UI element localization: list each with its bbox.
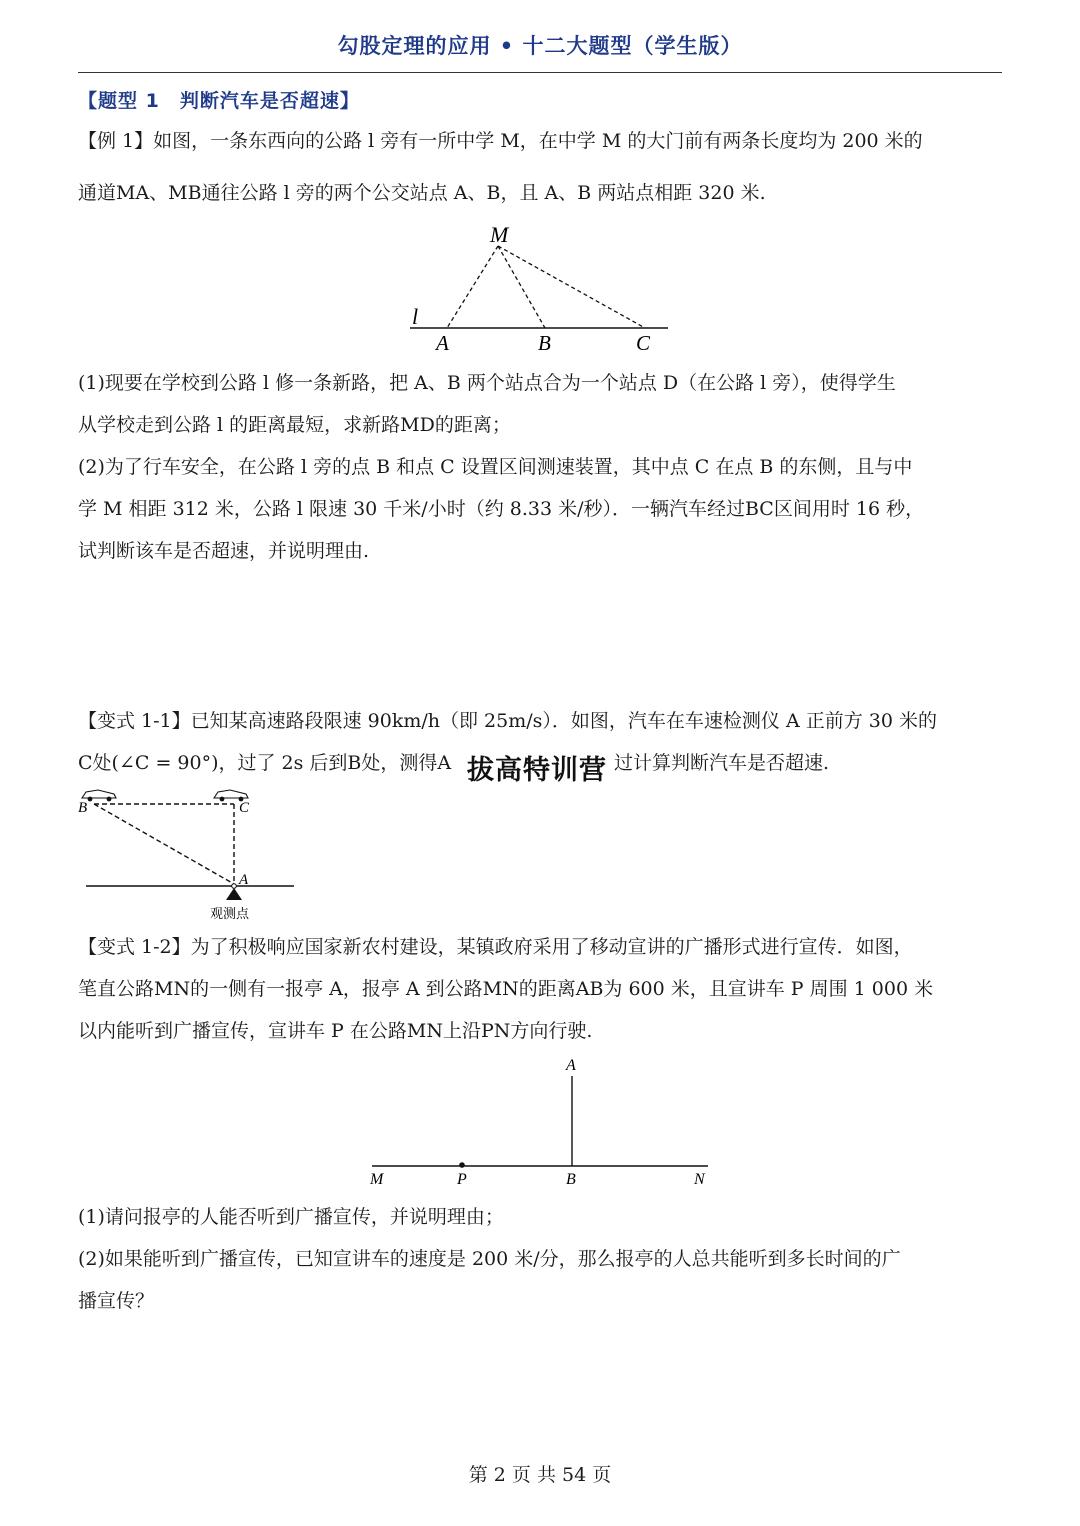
section-title: 【题型 1 判断汽车是否超速】: [78, 90, 360, 112]
variant1-1-line2b: 过计算判断汽车是否超速.: [614, 752, 830, 774]
example1-q2-line2: 学 M 相距 312 米，公路 l 限速 30 千米/小时（约 8.33 米/秒）．一辆汽车经过BC区间用时 16 秒，: [78, 498, 925, 520]
label-C: C: [239, 800, 250, 816]
label-P: P: [457, 1171, 467, 1188]
header-divider: [78, 72, 1002, 73]
variant1-2-line1: 【变式 1-2】为了积极响应国家新农村建设，某镇政府采用了移动宣讲的广播形式进行宣传．如图，: [78, 936, 913, 958]
point-P: [459, 1162, 465, 1168]
label-M: M: [370, 1171, 384, 1188]
label-N: N: [694, 1171, 705, 1188]
example1-line1: 【例 1】如图，一条东西向的公路 l 旁有一所中学 M，在中学 M 的大门前有两条长度均为 200 米的: [78, 130, 923, 152]
label-M: M: [490, 222, 509, 247]
variant1-2-line3: 以内能听到广播宣传，宣讲车 P 在公路MN上沿PN方向行驶.: [78, 1020, 593, 1042]
variant1-1-figure: [76, 784, 306, 926]
example1-q2-line1: (2)为了行车安全，在公路 l 旁的点 B 和点 C 设置区间测速装置，其中点 C 在点 B 的东侧，且与中: [78, 456, 913, 478]
variant1-2-line2: 笔直公路MN的一侧有一报亭 A，报亭 A 到公路MN的距离AB为 600 米，且宣讲车 P 周围 1 000 米: [78, 978, 934, 1000]
observation-point-icon: [226, 888, 242, 900]
example1-q1-line2: 从学校走到公路 l 的距离最短，求新路MD的距离；: [78, 414, 511, 436]
watermark-text: 拔高特训营: [467, 755, 607, 786]
segment-MA: [447, 246, 498, 328]
example1-q1-line1: (1)现要在学校到公路 l 修一条新路，把 A、B 两个站点合为一个站点 D（在公路 l 旁），使得学生: [78, 372, 896, 394]
example1-q2-line3: 试判断该车是否超速，并说明理由.: [78, 540, 370, 562]
label-A: A: [566, 1057, 576, 1074]
example1-figure: [400, 218, 680, 358]
segment-BA: [94, 804, 234, 884]
variant1-2-q2-line1: (2)如果能听到广播宣传，已知宣讲车的速度是 200 米/分，那么报亭的人总共能听到多长时间的广: [78, 1248, 901, 1270]
example1-line2: 通道MA、MB通往公路 l 旁的两个公交站点 A、B，且 A、B 两站点相距 320 米.: [78, 182, 766, 204]
label-A: A: [239, 872, 249, 888]
label-C: C: [636, 331, 651, 355]
observation-point-caption: 观测点: [210, 906, 250, 921]
variant1-1-line2a: C处(∠C = 90°)，过了 2s 后到B处，测得A: [78, 752, 452, 774]
page-title: 勾股定理的应用 • 十二大题型（学生版）: [337, 34, 743, 58]
label-A: A: [436, 331, 449, 355]
page-number: 第 2 页 共 54 页: [468, 1464, 612, 1486]
label-l: l: [412, 304, 419, 329]
segment-MC: [498, 246, 645, 328]
label-B: B: [566, 1171, 576, 1188]
variant1-2-figure: [360, 1052, 720, 1192]
label-B: B: [78, 800, 88, 816]
label-B: B: [538, 331, 551, 355]
point-A: [232, 884, 237, 889]
variant1-1-line1: 【变式 1-1】已知某高速路段限速 90km/h（即 25m/s）．如图，汽车在车速检测仪 A 正前方 30 米的: [78, 710, 937, 732]
segment-MB: [498, 246, 545, 328]
variant1-2-q2-line2: 播宣传？: [78, 1290, 155, 1312]
variant1-2-q1: (1)请问报亭的人能否听到广播宣传，并说明理由；: [78, 1206, 504, 1228]
